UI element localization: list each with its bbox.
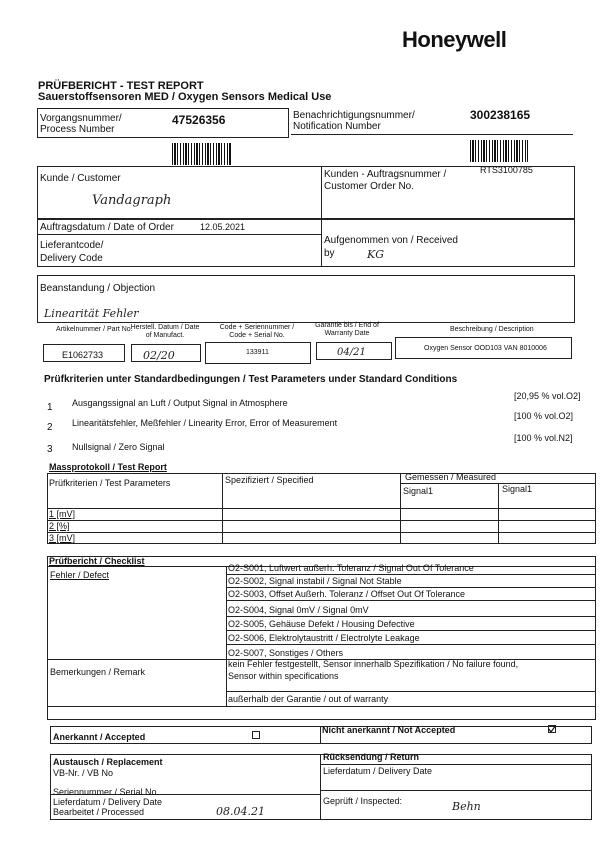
defect-item-3: O2-S003, Offset Außerh. Toleranz / Offset Out Of Tolerance bbox=[228, 589, 465, 599]
process-barcode bbox=[172, 143, 232, 165]
description-header: Beschreibung / Description bbox=[450, 326, 534, 333]
measurement-measured-header: Gemessen / Measured bbox=[405, 472, 497, 482]
checklist-title: Prüfbericht / Checklist bbox=[49, 556, 145, 566]
remark-label: Bemerkungen / Remark bbox=[50, 667, 146, 677]
customer-label: Kunde / Customer bbox=[40, 173, 121, 184]
received-label-by: by bbox=[324, 248, 335, 259]
return-title: Rücksendung / Return bbox=[323, 752, 420, 762]
criteria-item-1-text: Ausgangssignal an Luft / Output Signal in Atmosphere bbox=[72, 398, 288, 408]
criteria-item-3-cond: [100 % vol.N2] bbox=[514, 433, 573, 443]
part-no-value: E1062733 bbox=[62, 350, 104, 360]
not-accepted-checkbox[interactable] bbox=[548, 725, 556, 733]
warranty-header: Garantie bis / End of Warranty Date bbox=[315, 322, 379, 337]
customer-order-label: Kunden - Auftragsnummer / bbox=[324, 169, 447, 180]
manufact-date-header: Herstell. Datum / Date of Manufact. bbox=[130, 324, 200, 339]
return-inspected-label: Geprüft / Inspected: bbox=[323, 796, 403, 806]
criteria-item-3-num: 3 bbox=[47, 444, 53, 455]
objection-value: Linearität Fehler bbox=[44, 307, 139, 320]
replacement-delivery-label: Lieferdatum / Delivery Date bbox=[53, 797, 163, 807]
report-title: PRÜFBERICHT - TEST REPORT bbox=[38, 80, 204, 92]
customer-order-value: RTS3100785 bbox=[480, 165, 533, 175]
delivery-code-label: Lieferantcode/ bbox=[40, 240, 104, 251]
defect-item-1: O2-S001, Luftwert außerh. Toleranz / Signal Out Of Tolerance bbox=[228, 563, 474, 573]
criteria-item-2-cond: [100 % vol.O2] bbox=[514, 411, 574, 421]
criteria-item-1-num: 1 bbox=[47, 402, 53, 413]
return-delivery-label: Lieferdatum / Delivery Date bbox=[323, 766, 433, 776]
order-date-label: Auftragsdatum / Date of Order bbox=[40, 222, 174, 233]
report-subtitle: Sauerstoffsensoren MED / Oxygen Sensors Medical Use bbox=[38, 91, 332, 103]
serial-no-value: 133911 bbox=[246, 349, 269, 356]
criteria-item-2-num: 2 bbox=[47, 422, 53, 433]
objection-label: Beanstandung / Objection bbox=[40, 283, 156, 294]
replacement-processed-value: 08.04.21 bbox=[216, 805, 265, 818]
defect-item-7: O2-S007, Sonstiges / Others bbox=[228, 648, 344, 658]
measurement-specified-header: Spezifiziert / Specified bbox=[225, 475, 314, 485]
measurement-params-header: Prüfkriterien / Test Parameters bbox=[49, 478, 171, 488]
not-accepted-label: Nicht anerkannt / Not Accepted bbox=[322, 725, 456, 735]
replacement-title: Austausch / Replacement bbox=[53, 757, 163, 767]
serial-no-header: Code + Seriennummer / Code + Serial No. bbox=[219, 324, 295, 339]
measurement-row-2: 2 [%] bbox=[49, 521, 70, 531]
order-date-value: 12.05.2021 bbox=[200, 222, 246, 232]
measurement-signal1-header: Signal1 bbox=[403, 486, 434, 496]
replacement-serial-label: Seriennummer / Serial No. bbox=[53, 787, 160, 797]
notification-number-value: 300238165 bbox=[470, 108, 531, 122]
criteria-title: Prüfkriterien unter Standardbedingungen / Test Parameters under Standard Conditions bbox=[44, 374, 458, 385]
description-value: Oxygen Sensor OOD103 VAN 8010006 bbox=[424, 345, 547, 352]
remark-out-of-warranty: außerhalb der Garantie / out of warranty bbox=[228, 694, 389, 704]
accepted-checkbox[interactable] bbox=[252, 731, 260, 739]
remark-within-spec: Sensor within specifications bbox=[228, 671, 339, 681]
defect-label: Fehler / Defect bbox=[50, 570, 110, 580]
warranty-value: 04/21 bbox=[337, 347, 366, 358]
process-number-label: Vorgangsnummer/ bbox=[40, 113, 122, 124]
check-mark-icon bbox=[548, 725, 556, 733]
delivery-code-label-en: Delivery Code bbox=[40, 253, 103, 264]
criteria-item-1-cond: [20,95 % vol.O2] bbox=[514, 391, 581, 401]
defect-item-2: O2-S002, Signal instabil / Signal Not Stable bbox=[228, 576, 402, 586]
part-no-header: Artikelnummer / Part No. bbox=[56, 326, 133, 333]
defect-item-4: O2-S004, Signal 0mV / Signal 0mV bbox=[228, 605, 369, 615]
replacement-vb-label: VB-Nr. / VB No bbox=[53, 768, 114, 778]
remark-no-failure: kein Fehler festgestellt, Sensor innerhalb Spezifikation / No failure found, bbox=[228, 659, 519, 669]
defect-item-5: O2-S005, Gehäuse Defekt / Housing Defective bbox=[228, 619, 415, 629]
received-label: Aufgenommen von / Received bbox=[324, 235, 458, 246]
notification-number-label-en: Notification Number bbox=[293, 121, 381, 132]
received-value: KG bbox=[367, 248, 385, 261]
customer-order-label-en: Customer Order No. bbox=[324, 181, 415, 192]
defect-item-6: O2-S006, Elektrolytaustritt / Electrolyte Leakage bbox=[228, 633, 420, 643]
process-number-value: 47526356 bbox=[172, 113, 226, 127]
accepted-label: Anerkannt / Accepted bbox=[53, 732, 146, 742]
measurement-row-3: 3 [mV] bbox=[49, 533, 76, 543]
notification-barcode bbox=[470, 140, 528, 162]
criteria-item-2-text: Linearitätsfehler, Meßfehler / Linearity Error, Error of Measurement bbox=[72, 418, 338, 428]
honeywell-logo: Honeywell bbox=[402, 27, 507, 52]
measurement-signal2-header: Signal1 bbox=[502, 484, 533, 494]
customer-value: Vandagraph bbox=[92, 193, 172, 208]
replacement-processed-label: Bearbeitet / Processed bbox=[53, 807, 145, 817]
notification-number-label: Benachrichtigungsnummer/ bbox=[293, 110, 415, 121]
process-number-label-en: Process Number bbox=[40, 124, 115, 135]
manufact-date-value: 02/20 bbox=[143, 349, 175, 362]
return-inspected-signature: Behn bbox=[452, 800, 481, 813]
measurement-row-1: 1 [mV] bbox=[49, 509, 76, 519]
criteria-item-3-text: Nullsignal / Zero Signal bbox=[72, 442, 165, 452]
measurement-title: Massprotokoll / Test Report bbox=[49, 462, 167, 472]
